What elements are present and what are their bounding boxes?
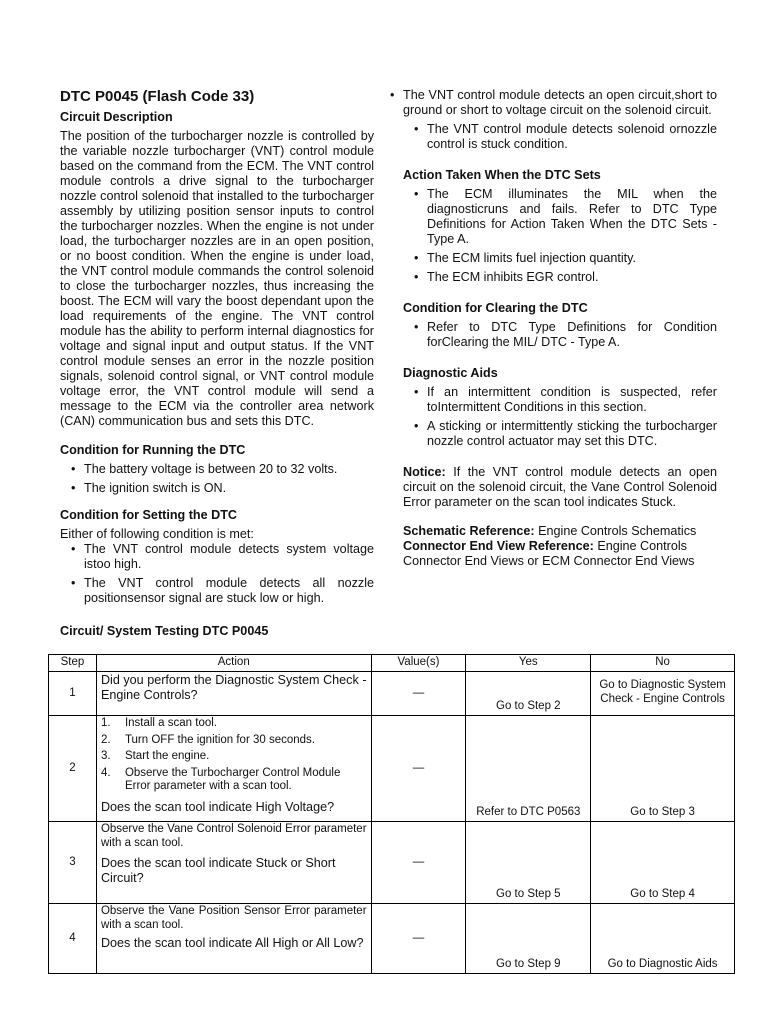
table-row <box>49 904 735 974</box>
header-action: Action <box>96 655 371 672</box>
step-number: 4 <box>49 904 97 974</box>
no-cell: Go to Step 4 <box>591 822 735 904</box>
step-number: 1 <box>49 672 97 716</box>
step-number: 3 <box>49 822 97 904</box>
list-item: • The ECM limits fuel injection quantity. <box>403 251 717 266</box>
aids-heading: Diagnostic Aids <box>403 366 498 380</box>
action-question: Does the scan tool indicate High Voltage? <box>100 799 335 814</box>
notice-label: Notice: <box>403 465 446 479</box>
list-item: • The ignition switch is ON. <box>60 481 374 496</box>
list-item: • The VNT control module detects all nozzle positionsensor signal are stuck low or high. <box>60 576 374 606</box>
list-item: • The VNT control module detects system voltage istoo high. <box>60 542 374 572</box>
running-list <box>60 462 374 496</box>
header-step: Step <box>49 655 97 672</box>
table-row <box>49 672 735 716</box>
action-heading: Action Taken When the DTC Sets <box>403 168 601 182</box>
list-item: • If an intermittent condition is suspected, refer toIntermittent Conditions in this section. <box>403 385 717 415</box>
value-cell: — <box>371 904 466 974</box>
page-title: DTC P0045 (Flash Code 33) <box>60 88 255 105</box>
action-cell <box>96 672 371 716</box>
table-row <box>49 716 735 822</box>
header-no: No <box>591 655 735 672</box>
circuit-text: The position of the turbocharger nozzle is controlled by the variable nozzle turbocharger (VNT) control module based on the command from the ECM. The VNT control module controls a drive signal to the turbocharger nozzle control solenoid that installed to the turbocharger assembly by utilizing position sensor inputs to control the turbocharger nozzles. When the engine is not under load, the turbocharger nozzles are in an open position, or no boost condition. When the engine is under load, the VNT control module commands the control solenoid to close the turbocharger nozzles, thus increasing the boost. The ECM will vary the boost dependant upon the load requirements of the engine. The VNT control module has the ability to perform internal diagnostics for voltage and signal input and output status. If the VNT control module senses an error in the nozzle position signals, solenoid control signal, or VNT control module voltage error, the VNT control module will send a message to the ECM via the controller area network (CAN) communication bus and sets this DTC. <box>60 129 374 428</box>
action-cell <box>96 822 371 904</box>
schematic-text: Engine Controls Schematics <box>534 524 697 538</box>
list-item: 4. Observe the Turbocharger Control Module Error parameter with a scan tool. <box>100 766 341 792</box>
action-steps <box>101 717 367 794</box>
action-text: Observe the Vane Control Solenoid Error parameter with a scan tool. <box>100 823 367 849</box>
left-column <box>60 88 374 610</box>
connector-text: Engine Controls Connector End Views or ECM Connector End Views <box>403 539 695 568</box>
table-row <box>49 822 735 904</box>
no-cell: Go to Step 3 <box>591 716 735 822</box>
value-cell: — <box>371 716 466 822</box>
list-item: • The VNT control module detects solenoid ornozzle control is stuck condition. <box>403 122 717 152</box>
action-question: Does the scan tool indicate Stuck or Short Circuit? <box>100 856 336 885</box>
action-cell <box>96 716 371 822</box>
action-question: Did you perform the Diagnostic System Check - Engine Controls? <box>100 673 367 702</box>
action-list <box>403 187 717 285</box>
list-item: • Refer to DTC Type Definitions for Condition forClearing the MIL/ DTC - Type A. <box>403 320 717 350</box>
no-cell: Go to Diagnostic System Check - Engine Controls <box>591 672 735 716</box>
no-cell: Go to Diagnostic Aids <box>591 904 735 974</box>
testing-table <box>48 654 735 974</box>
action-text: Observe the Vane Position Sensor Error parameter with a scan tool. <box>100 905 367 931</box>
setting-list-continued <box>403 88 717 152</box>
testing-title: Circuit/ System Testing DTC P0045 <box>60 624 269 638</box>
notice-block <box>403 465 717 510</box>
value-cell: — <box>371 822 466 904</box>
aids-list <box>403 385 717 449</box>
list-item: • The VNT control module detects an open circuit,short to ground or short to voltage circuit on the solenoid circuit. <box>379 88 717 118</box>
right-column <box>403 88 717 569</box>
list-item: • The ECM illuminates the MIL when the diagnosticruns and fails. Refer to DTC Type Definitions for Action Taken When the DTC Sets - Type A. <box>403 187 717 247</box>
setting-heading: Condition for Setting the DTC <box>60 508 237 522</box>
clearing-heading: Condition for Clearing the DTC <box>403 301 588 315</box>
list-item: 2. Turn OFF the ignition for 30 seconds. <box>100 733 315 746</box>
circuit-heading: Circuit Description <box>60 110 173 124</box>
running-heading: Condition for Running the DTC <box>60 443 246 457</box>
value-cell: — <box>371 672 466 716</box>
step-number: 2 <box>49 716 97 822</box>
table-header-row <box>49 655 735 672</box>
connector-label: Connector End View Reference: <box>403 539 594 553</box>
header-values: Value(s) <box>371 655 466 672</box>
list-item: • A sticking or intermittently sticking the turbocharger nozzle control actuator may set this DTC. <box>403 419 717 449</box>
list-item: • The battery voltage is between 20 to 32 volts. <box>60 462 374 477</box>
list-item: 3. Start the engine. <box>100 750 210 762</box>
action-question: Does the scan tool indicate All High or All Low? <box>100 936 364 950</box>
notice-text: If the VNT control module detects an open circuit on the solenoid circuit, the Vane Control Solenoid Error parameter on the scan tool indicates Stuck. <box>403 465 717 509</box>
list-item: • The ECM inhibits EGR control. <box>403 270 717 285</box>
yes-cell: Go to Step 9 <box>466 904 591 974</box>
yes-cell: Go to Step 5 <box>466 822 591 904</box>
action-cell <box>96 904 371 974</box>
yes-cell: Refer to DTC P0563 <box>466 716 591 822</box>
setting-list <box>60 542 374 606</box>
header-yes: Yes <box>466 655 591 672</box>
yes-cell: Go to Step 2 <box>466 672 591 716</box>
list-item: 1. Install a scan tool. <box>100 717 217 729</box>
setting-intro: Either of following condition is met: <box>60 527 254 541</box>
schematic-label: Schematic Reference: <box>403 524 535 538</box>
clearing-list <box>403 320 717 350</box>
